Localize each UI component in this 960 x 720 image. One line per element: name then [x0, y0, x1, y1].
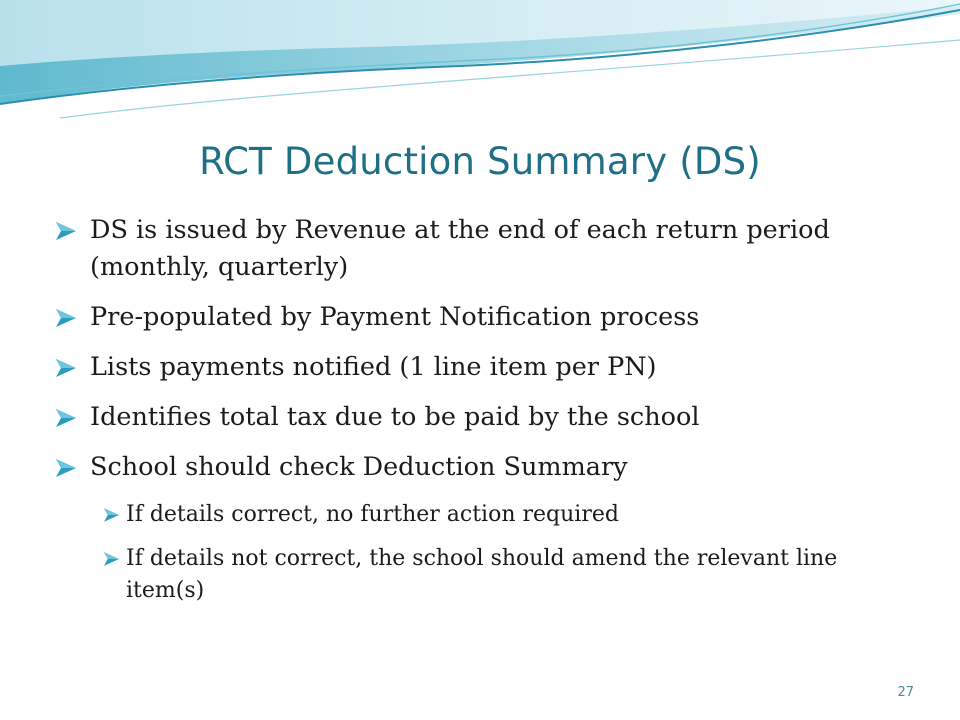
bullet-item	[56, 349, 846, 386]
sub-bullet-item	[56, 543, 846, 607]
bullet-text: DS is issued by Revenue at the end of each return period (monthly, quarterly)	[90, 215, 830, 282]
arrow-bullet-icon	[56, 309, 76, 327]
decorative-wave-header	[0, 0, 960, 120]
sub-bullet-text: If details correct, no further action required	[126, 502, 619, 527]
bullet-item	[56, 449, 846, 486]
bullet-text: Lists payments notified (1 line item per PN)	[90, 352, 657, 382]
bullet-text: School should check Deduction Summary	[90, 452, 628, 482]
bullet-item	[56, 212, 846, 286]
arrow-bullet-icon	[104, 552, 119, 566]
sub-bullet-text: If details not correct, the school should amend the relevant line item(s)	[126, 546, 838, 603]
slide-title: RCT Deduction Summary (DS)	[199, 140, 761, 183]
arrow-bullet-icon	[56, 359, 76, 377]
page-number: 27	[897, 685, 914, 700]
arrow-bullet-icon	[104, 508, 119, 522]
bullet-item	[56, 299, 846, 336]
bullet-list	[56, 212, 846, 619]
bullet-text: Pre-populated by Payment Notification process	[90, 302, 700, 332]
bullet-item	[56, 399, 846, 436]
arrow-bullet-icon	[56, 459, 76, 477]
arrow-bullet-icon	[56, 409, 76, 427]
bullet-text: Identifies total tax due to be paid by the school	[90, 402, 700, 432]
sub-bullet-item	[56, 499, 846, 531]
arrow-bullet-icon	[56, 222, 76, 240]
